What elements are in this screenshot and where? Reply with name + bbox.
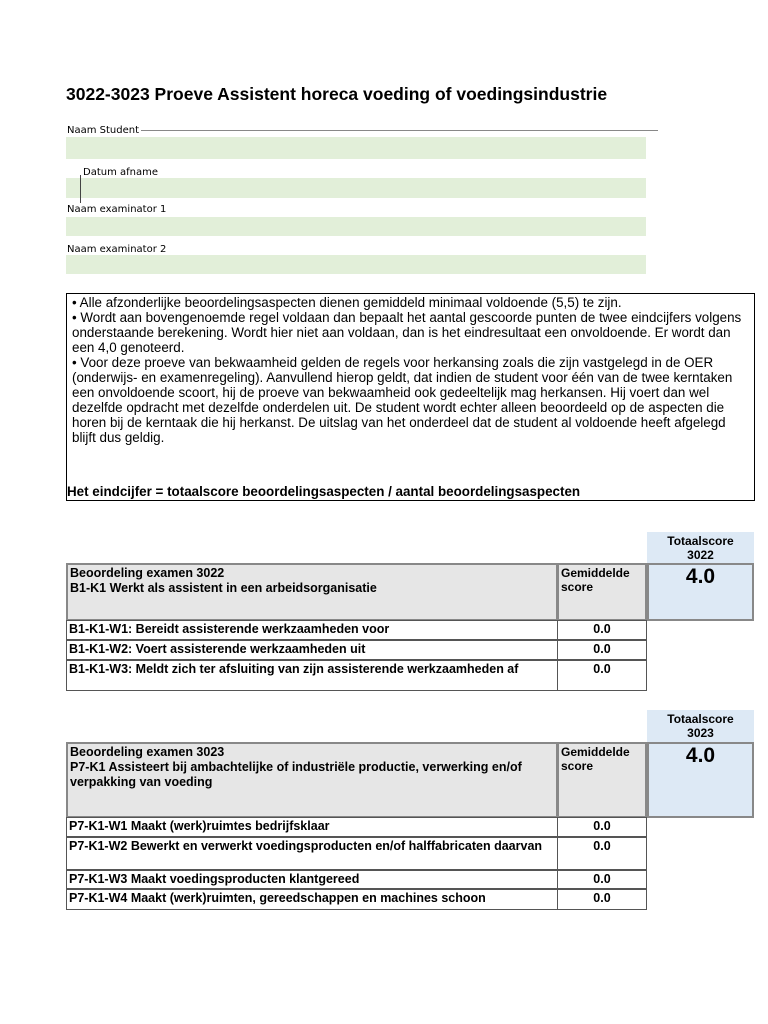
exam-subtitle: P7-K1 Assisteert bij ambachtelijke of industriële productie, verwerking en/of verpakking van voeding	[70, 760, 522, 789]
table-row-score: 0.0	[557, 837, 647, 870]
exam-subtitle: B1-K1 Werkt als assistent in een arbeidsorganisatie	[70, 581, 377, 595]
table-row-label: P7-K1-W2 Bewerkt en verwerkt voedingsproducten en/of halffabricaten daarvan	[66, 837, 558, 870]
table-row-score: 0.0	[557, 870, 647, 889]
rules-box	[66, 293, 755, 501]
label-examinator-1: Naam examinator 1	[67, 204, 167, 215]
examinator-1-field[interactable]	[66, 217, 646, 236]
divider	[141, 130, 658, 131]
table-row-score: 0.0	[557, 817, 647, 837]
table-row-label: B1-K1-W2: Voert assisterende werkzaamheden uit	[66, 640, 558, 660]
totaalscore-3022-header	[647, 532, 754, 563]
table-row-score: 0.0	[557, 660, 647, 691]
divider	[80, 175, 81, 203]
table-row-label: P7-K1-W1 Maakt (werk)ruimtes bedrijfsklaar	[66, 817, 558, 837]
table-row-score: 0.0	[557, 889, 647, 910]
exam-title: Beoordeling examen 3023	[70, 745, 225, 759]
table-row-label: B1-K1-W1: Bereidt assisterende werkzaamheden voor	[66, 620, 558, 640]
rule-1: • Alle afzonderlijke beoordelingsaspecten dienen gemiddeld minimaal voldoende (5,5) te zijn.	[72, 295, 622, 310]
score-header: Gemiddelde score	[557, 563, 647, 621]
naam-student-field[interactable]	[66, 137, 646, 159]
score-header: Gemiddelde score	[557, 742, 647, 818]
rule-2: • Wordt aan bovengenoemde regel voldaan dan bepaalt het aantal gescoorde punten de twee eindcijfers volgens onderstaande berekening. Wordt hier niet aan voldaan, dan is het eindresultaat een onvoldoende. Er wordt dan een 4,0 genoteerd.	[72, 310, 742, 355]
exam-3023-header	[66, 742, 558, 818]
label-examinator-2: Naam examinator 2	[67, 244, 167, 255]
table-row-label: B1-K1-W3: Meldt zich ter afsluiting van zijn assisterende werkzaamheden af	[66, 660, 558, 691]
totaal-code: 3023	[687, 726, 714, 740]
table-row-score: 0.0	[557, 620, 647, 640]
totaal-label: Totaalscore	[667, 712, 734, 726]
label-datum-afname: Datum afname	[83, 167, 159, 178]
datum-afname-field[interactable]	[66, 178, 646, 198]
totaalscore-3022-value: 4.0	[647, 563, 754, 621]
table-row-label: P7-K1-W4 Maakt (werk)ruimten, gereedschappen en machines schoon	[66, 889, 558, 910]
examinator-2-field[interactable]	[66, 255, 646, 274]
label-naam-student: Naam Student	[67, 125, 140, 136]
table-row-label: P7-K1-W3 Maakt voedingsproducten klantgereed	[66, 870, 558, 889]
table-row-score: 0.0	[557, 640, 647, 660]
totaalscore-3023-value: 4.0	[647, 742, 754, 818]
rule-3: • Voor deze proeve van bekwaamheid gelden de regels voor herkansing zoals die zijn vastgelegd in de OER (onderwijs- en examenregeling). Aanvullend hierop geldt, dat indien de student voor één van de twee kerntaken een onvoldoende scoort, hij de proeve van bekwaamheid ook gedeeltelijk mag herkansen. Hij voert dan wel dezelfde opdracht met dezelfde onderdelen uit. De student wordt echter alleen beoordeeld op de aspecten die horen bij de kerntaak die hij herkanst. De uitslag van het onderdeel dat de student al voldoende heeft afgelegd blijft dus geldig.	[72, 355, 733, 445]
document-title: 3022-3023 Proeve Assistent horeca voeding of voedingsindustrie	[66, 84, 608, 104]
totaal-label: Totaalscore	[667, 534, 734, 548]
formula: Het eindcijfer = totaalscore beoordelingsaspecten / aantal beoordelingsaspecten	[67, 484, 581, 499]
exam-title: Beoordeling examen 3022	[70, 566, 225, 580]
totaal-code: 3022	[687, 548, 714, 562]
totaalscore-3023-header	[647, 710, 754, 742]
exam-3022-header	[66, 563, 558, 621]
